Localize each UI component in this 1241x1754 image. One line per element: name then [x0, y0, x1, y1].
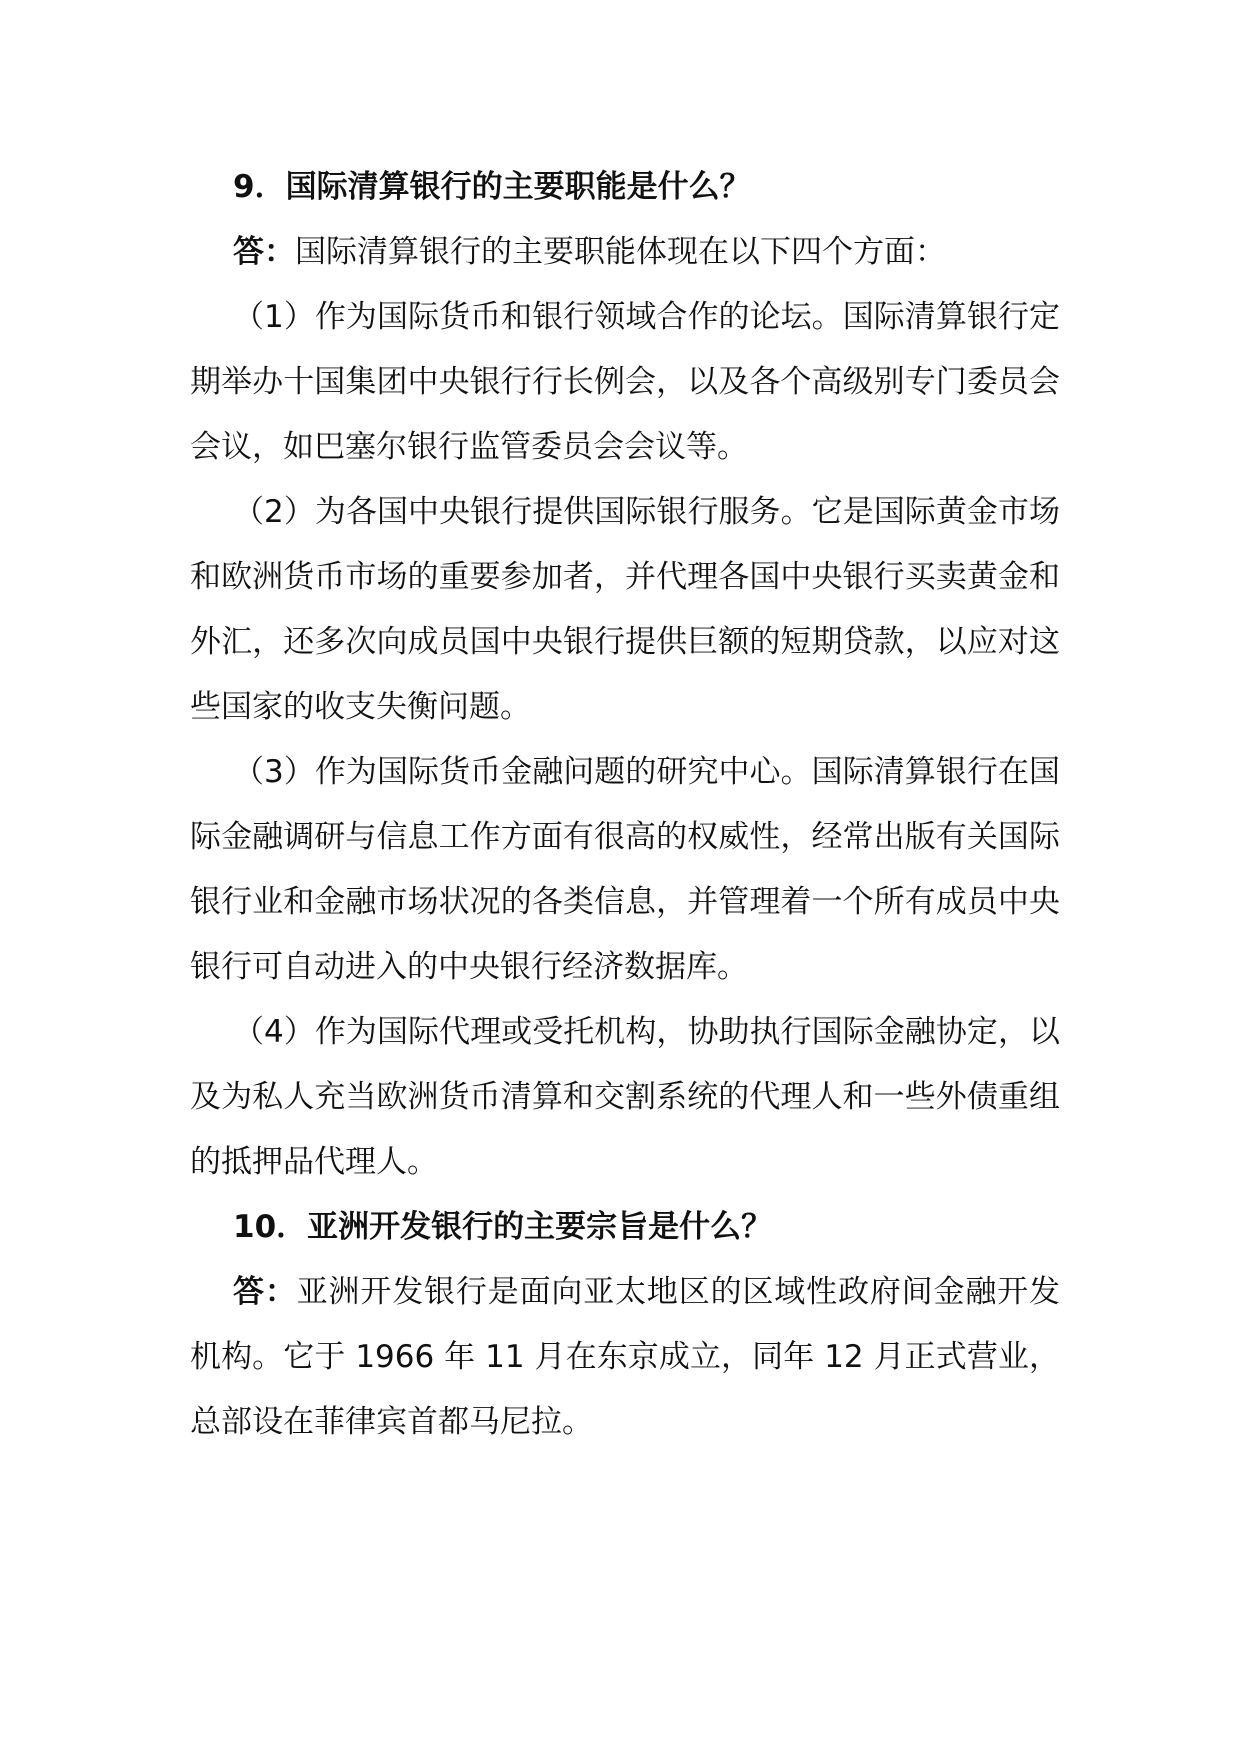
question-9-point-4: （4）作为国际代理或受托机构，协助执行国际金融协定，以及为私人充当欧洲货币清算和交割系统的代理人和一些外债重组的抵押品代理人。 [190, 1014, 1060, 1180]
answer-label: 答： [233, 234, 295, 270]
question-10-heading: 10．亚洲开发银行的主要宗旨是什么？ [233, 1209, 773, 1245]
question-9-point-1: （1）作为国际货币和银行领域合作的论坛。国际清算银行定期举办十国集团中央银行行长例会，以及各个高级别专门委员会会议，如巴塞尔银行监管委员会会议等。 [190, 299, 1060, 465]
question-9-answer-intro [190, 220, 1060, 285]
answer-text: 国际清算银行的主要职能体现在以下四个方面： [295, 234, 946, 270]
answer-text: 亚洲开发银行是面向亚太地区的区域性政府间金融开发机构。它于 1966 年 11 月在东京成立，同年 12 月正式营业，总部设在菲律宾首都马尼拉。 [190, 1274, 1061, 1440]
document-body [190, 155, 1060, 1455]
question-9-point-2: （2）为各国中央银行提供国际银行服务。它是国际黄金市场和欧洲货币市场的重要参加者，并代理各国中央银行买卖黄金和外汇，还多次向成员国中央银行提供巨额的短期贷款，以应对这些国家的收支失衡问题。 [190, 494, 1060, 725]
question-9-point-3: （3）作为国际货币金融问题的研究中心。国际清算银行在国际金融调研与信息工作方面有很高的权威性，经常出版有关国际银行业和金融市场状况的各类信息，并管理着一个所有成员中央银行可自动进入的中央银行经济数据库。 [190, 754, 1060, 985]
question-9-heading: 9．国际清算银行的主要职能是什么？ [233, 169, 751, 205]
question-10-answer [190, 1260, 1060, 1455]
answer-label: 答： [233, 1274, 297, 1310]
